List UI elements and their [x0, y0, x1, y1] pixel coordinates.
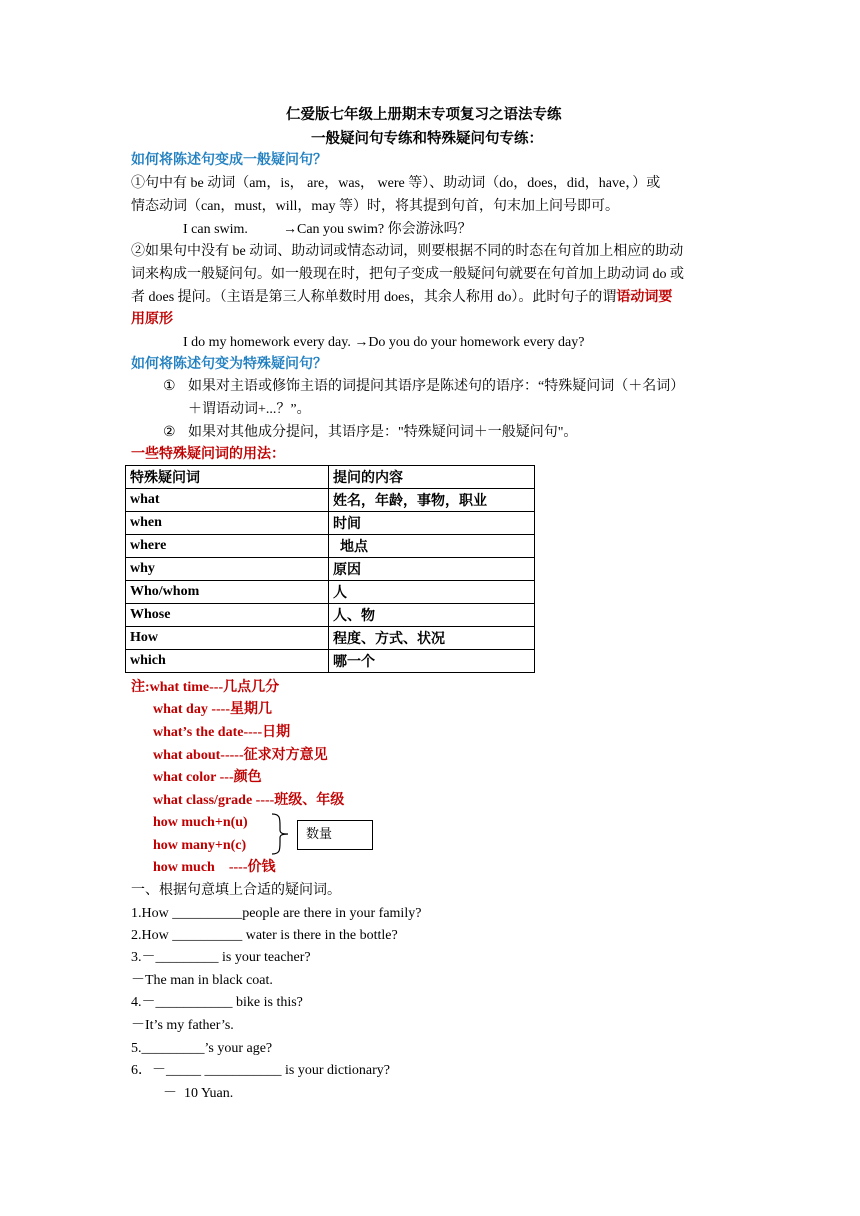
exercise-line: 3.－_________ is your teacher? [131, 950, 311, 965]
quantity-box: 数量 [297, 820, 373, 850]
exercise-line: －The man in black coat. [131, 973, 273, 988]
exercise-line: 2.How __________ water is there in the bottle? [131, 928, 398, 943]
exercise-line: 6．－_____ ___________ is your dictionary? [131, 1063, 390, 1078]
heading-general-question: 如何将陈述句变成一般疑问句？ [131, 153, 327, 168]
table-row [126, 466, 535, 489]
table-cell: 姓名，年龄，事物，职业 [329, 489, 535, 512]
table-row [126, 650, 535, 673]
table-cell: 人、物 [329, 604, 535, 627]
table-cell: 哪一个 [329, 650, 535, 673]
table-cell: why [126, 558, 329, 581]
rule-1-line-1: ①句中有 be 动词（am，is， are，was， were 等）、助动词（do，does，did，have，）或 [131, 176, 661, 191]
table-cell: what [126, 489, 329, 512]
table-row [126, 512, 535, 535]
table-row [126, 489, 535, 512]
rule-2-line-3 [131, 289, 672, 307]
note-line: 注:what time---几点几分 [131, 680, 280, 695]
rule-2-line-4: 用原形 [131, 312, 173, 327]
table-cell: 人 [329, 581, 535, 604]
note-line: how much ----价钱 [153, 860, 276, 875]
rule-2-line-1: ②如果句中没有 be 动词、助动词或情态动词，则要根据不同的时态在句首加上相应的助动 [131, 244, 684, 259]
table-row [126, 581, 535, 604]
note-line: how many+n(c) [153, 838, 247, 853]
exercise-line: 1.How __________people are there in your family? [131, 906, 422, 921]
note-line: how much+n(u) [153, 815, 248, 830]
rule-2-highlight: 语动词要 [616, 290, 673, 305]
rule-2-line-2: 词来构成一般疑问句。如一般现在时，把句子变成一般疑问句就要在句首加上助动词 do 或 [131, 267, 684, 282]
note-line: what about-----征求对方意见 [153, 748, 328, 763]
example-1-statement: I can swim. [183, 222, 248, 237]
rule-2-line-3-text: 者 does 提问。（主语是第三人称单数时用 does，其余人称用 do）。此时句子的谓 [131, 290, 617, 305]
table-cell: 程度、方式、状况 [329, 627, 535, 650]
exercise-line: 4.－___________ bike is this? [131, 995, 303, 1010]
table-cell: How [126, 627, 329, 650]
example-2: I do my homework every day. →Do you do your homework every day? [183, 335, 585, 350]
table-cell: 原因 [329, 558, 535, 581]
note-line: what’s the date----日期 [153, 725, 291, 740]
table-cell: 提问的内容 [329, 466, 535, 489]
heading-special-question: 如何将陈述句变为特殊疑问句？ [131, 357, 327, 372]
note-line: what day ----星期几 [153, 702, 272, 717]
table-row [126, 535, 535, 558]
exercise-line: －It’s my father’s. [131, 1018, 234, 1033]
table-cell: Whose [126, 604, 329, 627]
brace-icon [270, 812, 294, 856]
table-cell: 地点 [329, 535, 535, 558]
special-rule-2-line-1: 如果对其他成分提问，其语序是："特殊疑问词＋一般疑问句"。 [188, 425, 578, 440]
heading-usage: 一些特殊疑问词的用法： [131, 447, 285, 462]
document-subtitle: 一般疑问句专练和特殊疑问句专练： [311, 131, 543, 147]
special-rule-1-line-1: 如果对主语或修饰主语的词提问其语序是陈述句的语序：“特殊疑问词（＋名词） [188, 379, 685, 394]
table-cell: when [126, 512, 329, 535]
question-word-table [125, 465, 535, 673]
special-rule-1-line-2: ＋谓语动词+...？”。 [188, 402, 311, 417]
table-row [126, 627, 535, 650]
exercise-line: 5._________’s your age? [131, 1041, 273, 1056]
table-row [126, 604, 535, 627]
note-line: what color ---颜色 [153, 770, 262, 785]
table-cell: 时间 [329, 512, 535, 535]
exercise-line: － 10 Yuan. [163, 1086, 234, 1101]
special-rule-1-number: ① [163, 379, 176, 394]
rule-1-line-2: 情态动词（can，must，will，may 等）时，将其提到句首，句末加上问号即可。 [131, 199, 620, 214]
exercise-title: 一、根据句意填上合适的疑问词。 [131, 883, 341, 898]
table-cell: 特殊疑问词 [126, 466, 329, 489]
special-rule-2-number: ② [163, 425, 176, 440]
document-title: 仁爱版七年级上册期末专项复习之语法专练 [286, 107, 562, 123]
table-cell: Who/whom [126, 581, 329, 604]
example-1-question: →Can you swim? 你会游泳吗？ [283, 222, 472, 237]
table-cell: which [126, 650, 329, 673]
table-row [126, 558, 535, 581]
note-line: what class/grade ----班级、年级 [153, 793, 345, 808]
table-cell: where [126, 535, 329, 558]
